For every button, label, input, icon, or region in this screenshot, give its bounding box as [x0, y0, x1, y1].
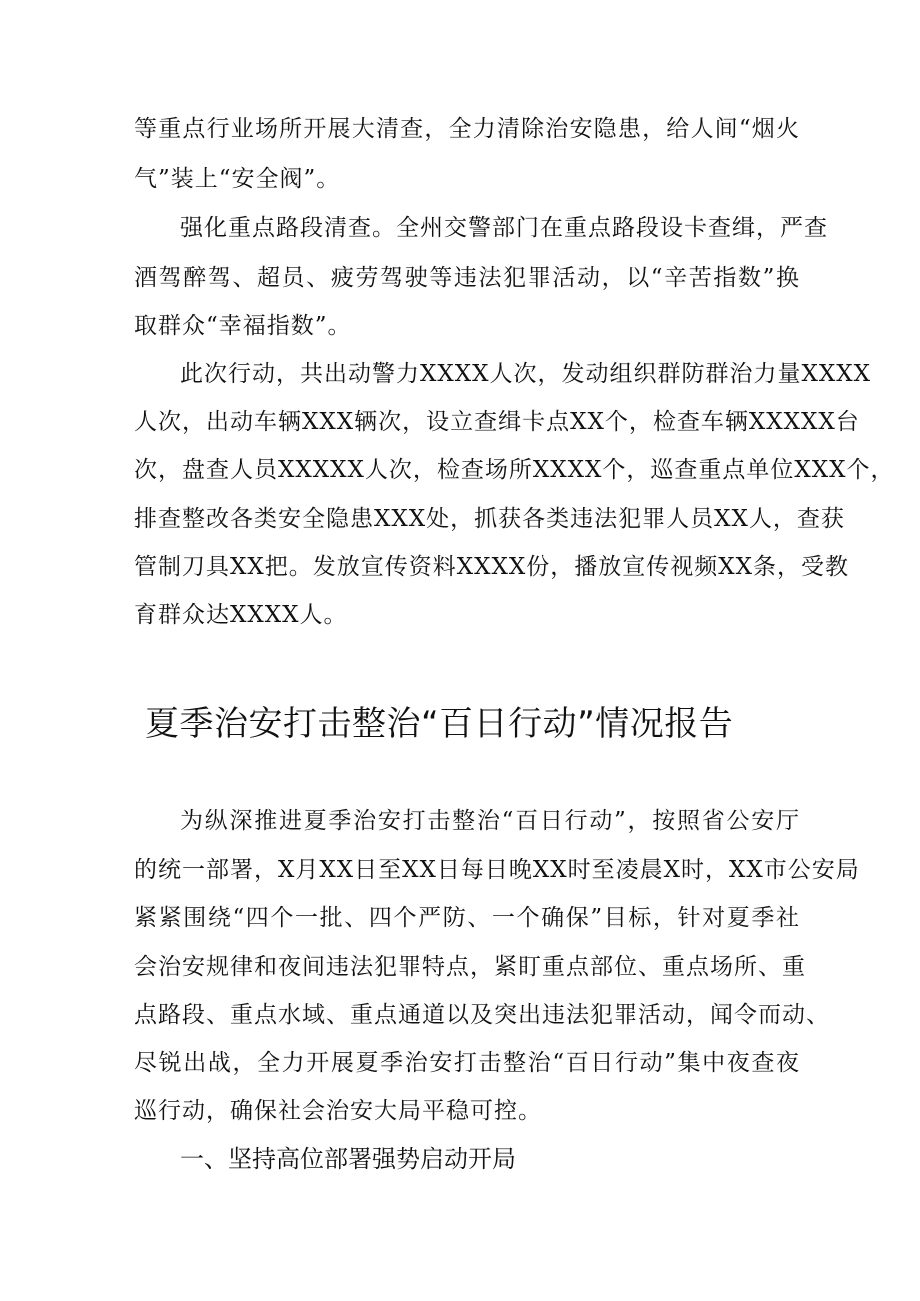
paragraph-4-line-2: 的统一部署，X月XX日至XX日每日晚XX时至凌晨X时，XX市公安局 — [134, 857, 860, 883]
paragraph-4-line-6: 尽锐出战，全力开展夏季治安打击整治“百日行动”集中夜查夜 — [134, 1050, 800, 1076]
paragraph-2-line-1: 强化重点路段清查。全州交警部门在重点路段设卡查缉，严查 — [180, 215, 828, 241]
paragraph-3-line-5: 管制刀具XX把。发放宣传资料XXXX份，播放宣传视频XX条，受教 — [134, 554, 849, 580]
paragraph-1-line-2: 气”装上“安全阀”。 — [134, 166, 341, 192]
paragraph-4-line-1: 为纵深推进夏季治安打击整治“百日行动”，按照省公安厅 — [180, 808, 800, 834]
section-heading: 一、坚持高位部署强势启动开局 — [180, 1145, 516, 1173]
paragraph-3-line-3: 次，盘查人员XXXXX人次，检查场所XXXX个，巡查重点单位XXX个， — [134, 457, 895, 483]
paragraph-4-line-7: 巡行动，确保社会治安大局平稳可控。 — [134, 1098, 542, 1124]
paragraph-3-line-4: 排查整改各类安全隐患XXX处，抓获各类违法犯罪人员XX人，查获 — [134, 506, 845, 532]
document-title: 夏季治安打击整治“百日行动”情况报告 — [145, 704, 734, 744]
paragraph-3-line-6: 育群众达XXXX人。 — [134, 602, 348, 628]
paragraph-4-line-5: 点路段、重点水域、重点通道以及突出违法犯罪活动，闻令而动、 — [134, 1002, 830, 1028]
paragraph-4-line-3: 紧紧围绕“四个一批、四个严防、一个确保”目标，针对夏季社 — [134, 905, 800, 931]
paragraph-1-line-1: 等重点行业场所开展大清查，全力清除治安隐患，给人间“烟火 — [134, 116, 800, 142]
paragraph-2-line-3: 取群众“幸福指数”。 — [134, 313, 352, 339]
paragraph-3-line-2: 人次，出动车辆XXX辆次，设立查缉卡点XX个，检查车辆XXXXX台 — [134, 409, 860, 435]
paragraph-4-line-4: 会治安规律和夜间违法犯罪特点，紧盯重点部位、重点场所、重 — [134, 954, 806, 980]
paragraph-3-line-1: 此次行动，共出动警力XXXX人次，发动组织群防群治力量XXXX — [180, 361, 871, 387]
paragraph-2-line-2: 酒驾醉驾、超员、疲劳驾驶等违法犯罪活动，以“辛苦指数”换 — [134, 265, 800, 291]
